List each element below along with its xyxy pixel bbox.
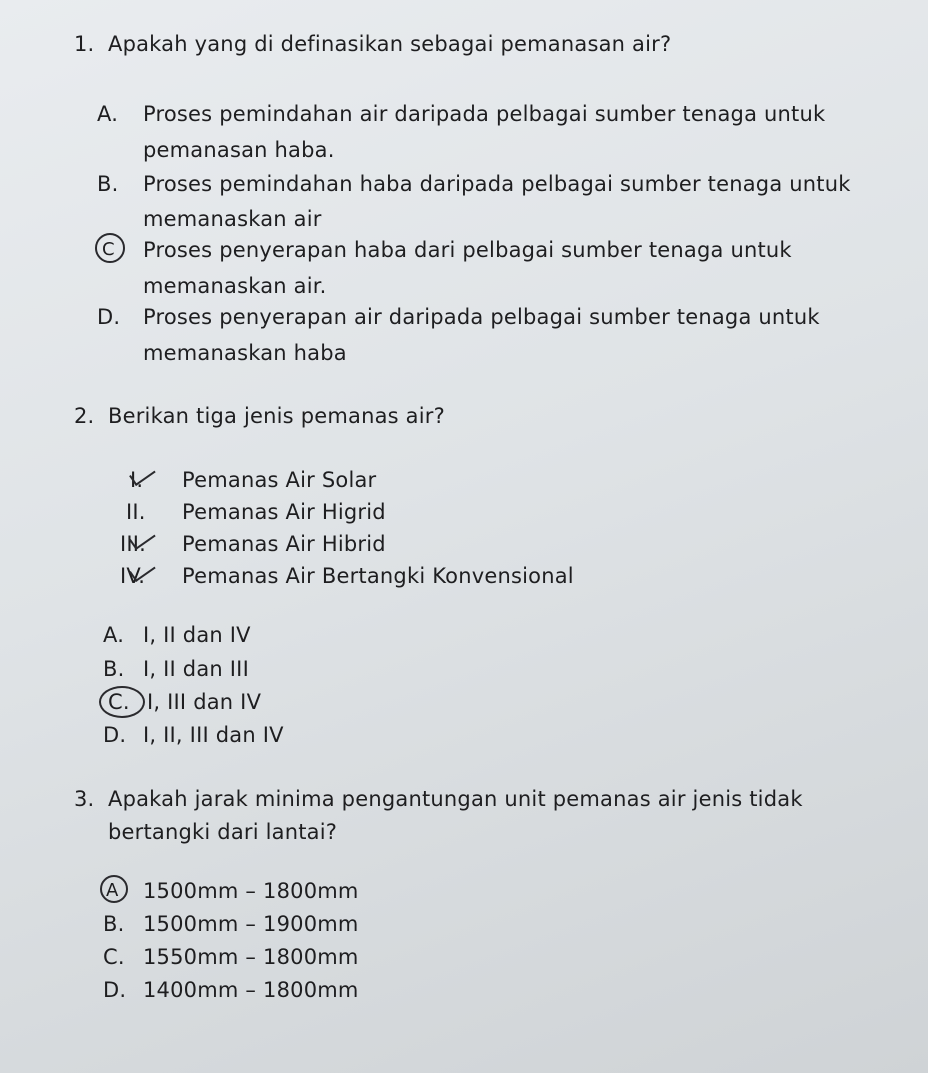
q2-option-d-letter: D. — [103, 723, 127, 747]
q1-option-b-line-1: Proses pemindahan haba daripada pelbagai sumber tenaga untuk — [143, 172, 851, 196]
q2-item-iii-roman: III. — [120, 532, 147, 556]
q2-item-iv-text: Pemanas Air Bertangki Konvensional — [182, 564, 574, 588]
q3-option-b-letter: B. — [103, 912, 125, 936]
q2-option-c-letter: C. — [108, 690, 130, 714]
q2-item-iii-text: Pemanas Air Hibrid — [182, 532, 386, 556]
q3-option-d-letter: D. — [103, 978, 127, 1002]
q1-option-a-line-1: Proses pemindahan air daripada pelbagai sumber tenaga untuk — [143, 102, 826, 126]
q1-option-d-line-1: Proses penyerapan air daripada pelbagai sumber tenaga untuk — [143, 305, 820, 329]
q2-option-a-text: I, II dan IV — [143, 623, 251, 647]
question-3-number: 3. — [74, 787, 95, 811]
question-3-stem-line-2: bertangki dari lantai? — [108, 820, 338, 844]
q2-item-ii-text: Pemanas Air Higrid — [182, 500, 386, 524]
q2-item-i-text: Pemanas Air Solar — [182, 468, 377, 492]
question-2-number: 2. — [74, 404, 95, 428]
q1-option-c-letter: C — [102, 239, 115, 260]
q2-option-d-text: I, II, III dan IV — [143, 723, 284, 747]
question-3-stem-line-1: Apakah jarak minima pengantungan unit pemanas air jenis tidak — [108, 787, 803, 811]
q2-option-b-text: I, II dan III — [143, 657, 249, 681]
q3-option-c-letter: C. — [103, 945, 125, 969]
q2-item-i-roman: I. — [130, 468, 144, 492]
q1-option-c-line-2: memanaskan air. — [143, 274, 327, 298]
q1-option-d-letter: D. — [97, 305, 121, 329]
q2-option-b-letter: B. — [103, 657, 125, 681]
q1-option-d-line-2: memanaskan haba — [143, 341, 347, 365]
question-1-stem: Apakah yang di definasikan sebagai pemanasan air? — [108, 32, 672, 56]
q2-option-a-letter: A. — [103, 623, 125, 647]
q1-option-c-line-1: Proses penyerapan haba dari pelbagai sumber tenaga untuk — [143, 238, 792, 262]
question-1-number: 1. — [74, 32, 95, 56]
q1-option-a-letter: A. — [97, 102, 119, 126]
q3-option-d-text: 1400mm – 1800mm — [143, 978, 359, 1002]
q3-option-b-text: 1500mm – 1900mm — [143, 912, 359, 936]
q1-option-b-letter: B. — [97, 172, 119, 196]
q1-option-b-line-2: memanaskan air — [143, 207, 322, 231]
q1-option-a-line-2: pemanasan haba. — [143, 138, 335, 162]
q2-item-ii-roman: II. — [126, 500, 146, 524]
question-2-stem: Berikan tiga jenis pemanas air? — [108, 404, 445, 428]
q3-option-c-text: 1550mm – 1800mm — [143, 945, 359, 969]
q3-option-a-letter: A — [106, 880, 119, 901]
q2-option-c-text: I, III dan IV — [147, 690, 262, 714]
q2-item-iv-roman: IV. — [120, 564, 146, 588]
q3-option-a-text: 1500mm – 1800mm — [143, 879, 359, 903]
